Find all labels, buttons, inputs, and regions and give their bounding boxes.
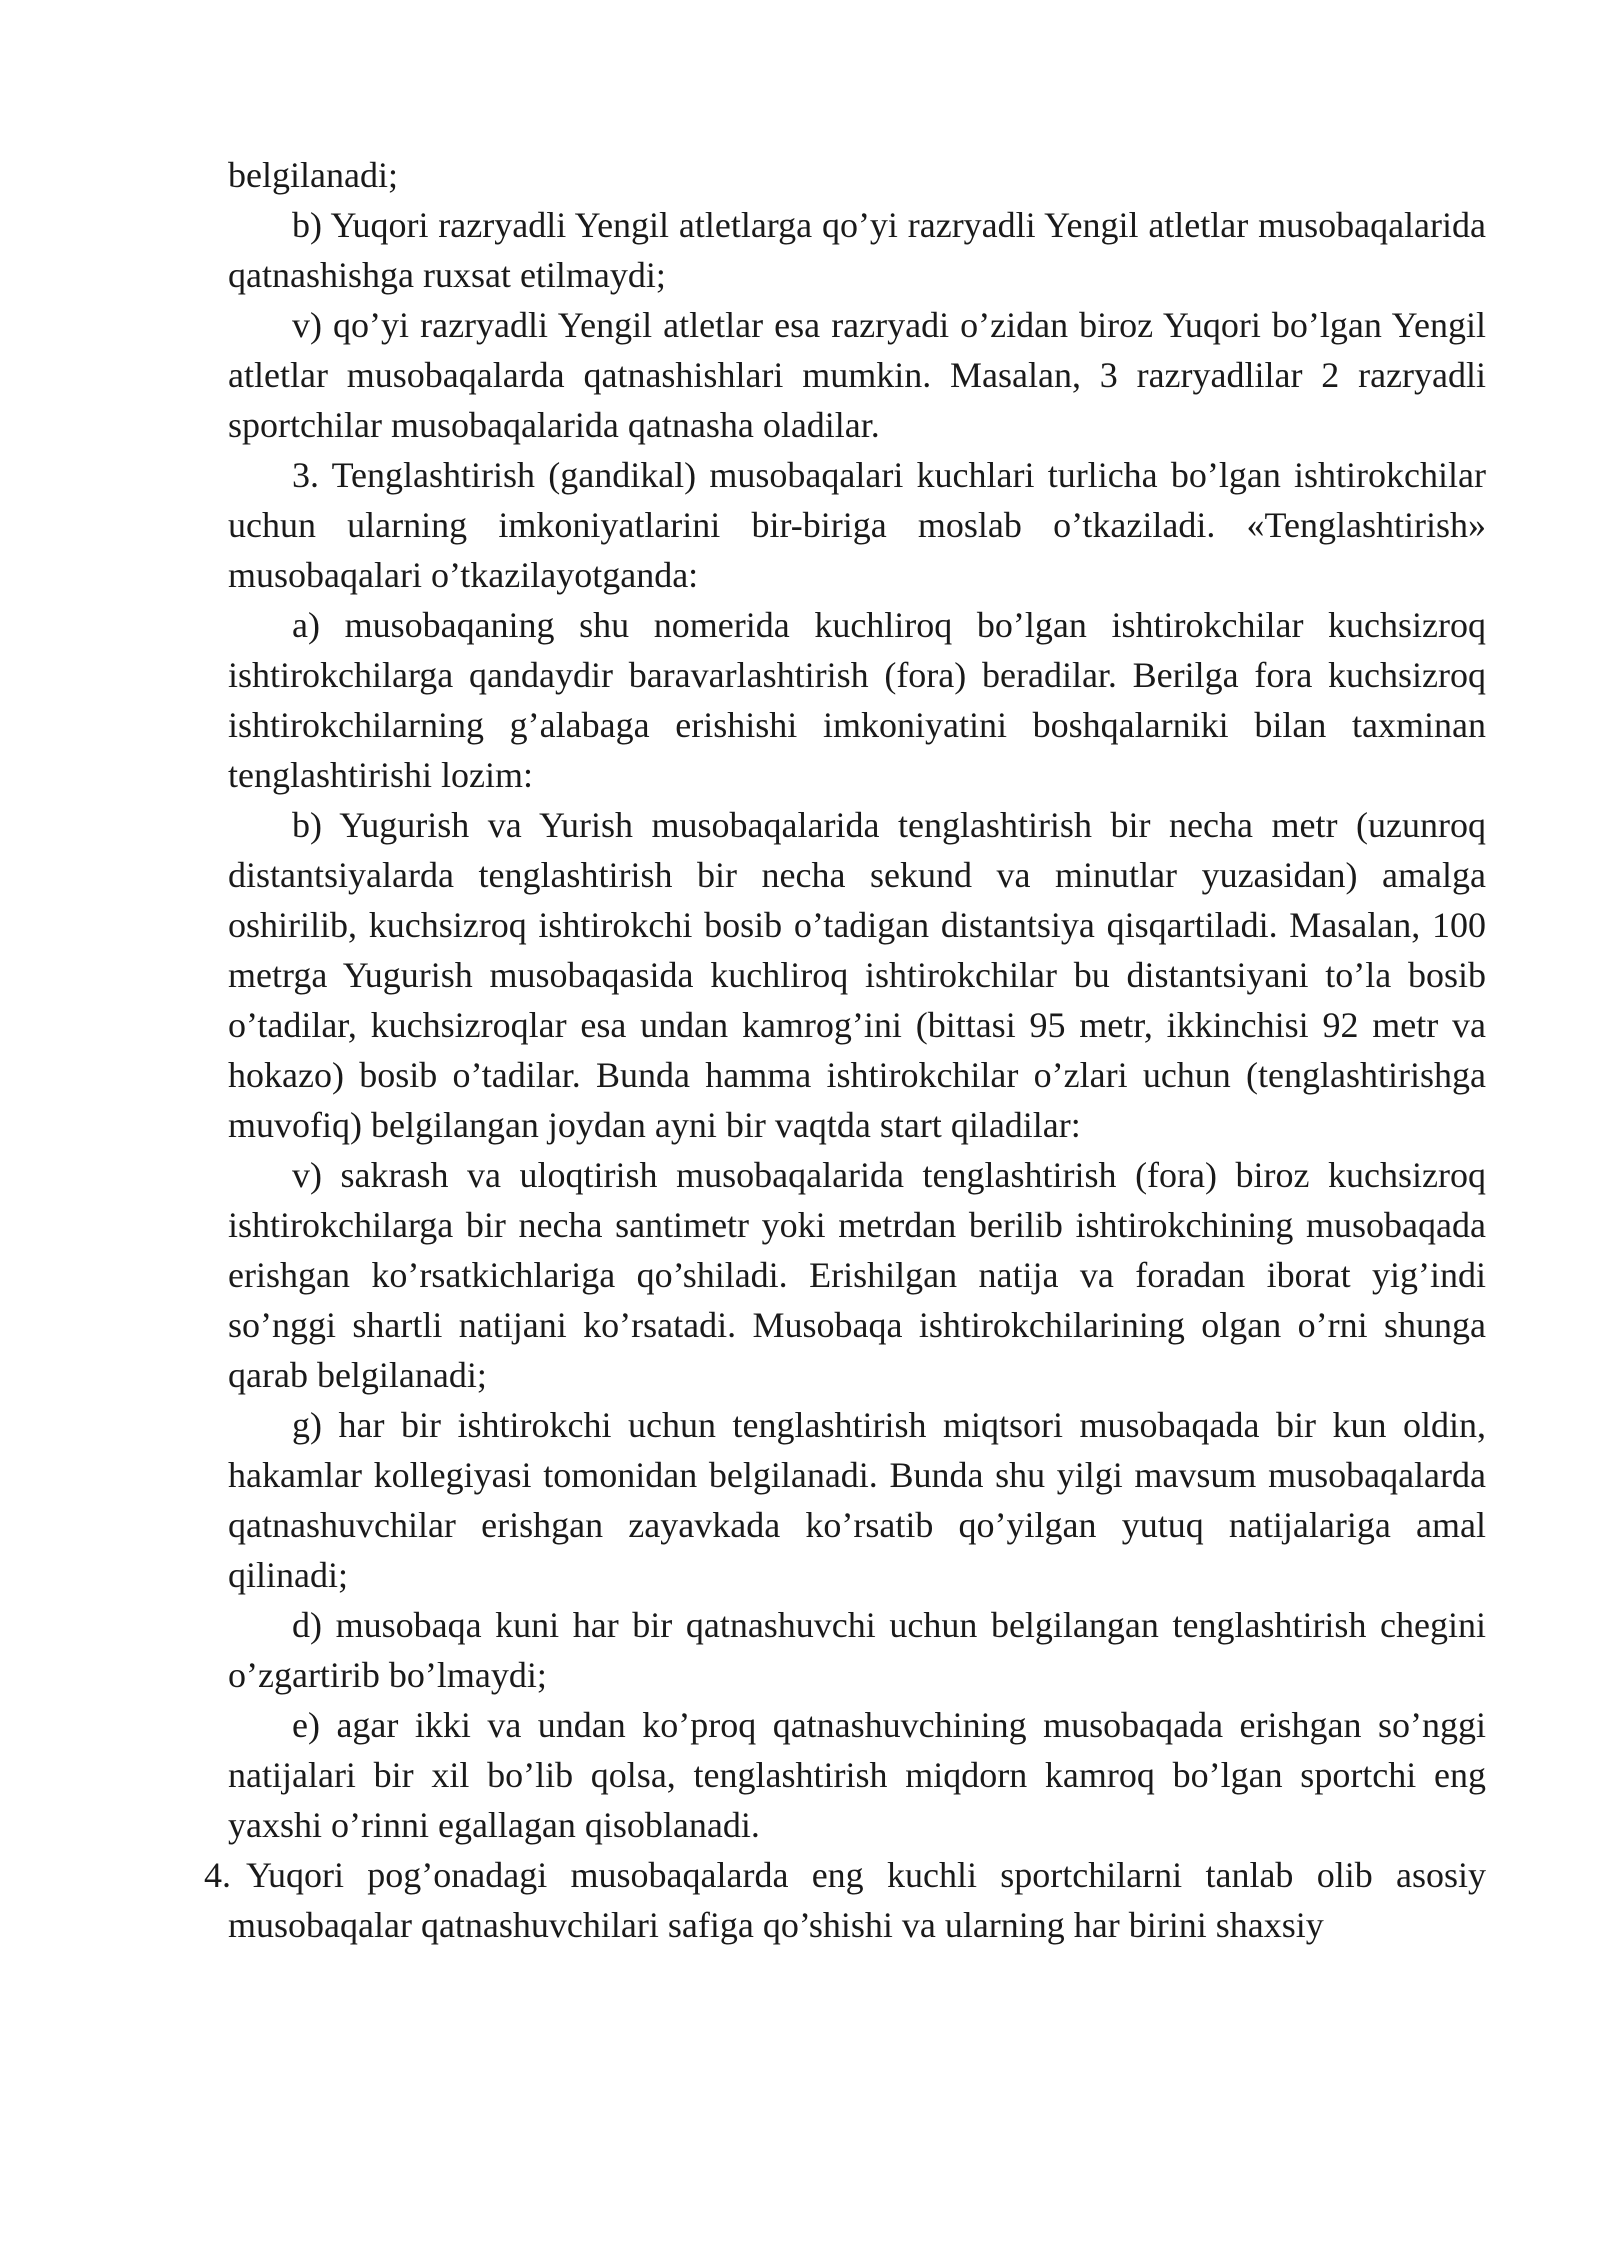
paragraph-item-b-razryad: b) Yuqori razryadli Yengil atletlarga qo’yi razryadli Yengil atletlar musobaqalarida qatnashishga ruxsat etilmaydi; (228, 205, 1486, 295)
document-body (204, 150, 1486, 1950)
paragraph-item-d-musobaqa-kuni: d) musobaqa kuni har bir qatnashuvchi uchun belgilangan tenglashtirish chegini o’zgartirib bo’lmaydi; (228, 1605, 1486, 1695)
paragraph-item-3-tenglashtirish: 3. Tenglashtirish (gandikal) musobaqalari kuchlari turlicha bo’lgan ishtirokchilar uchun ularning imkoniyatlarini bir-biriga moslab o’tkaziladi. «Tenglashtirish» musobaqalari o’tkazilayotganda: (228, 455, 1486, 595)
paragraph-item-v-razryad: v) qo’yi razryadli Yengil atletlar esa razryadi o’zidan biroz Yuqori bo’lgan Yengil atletlar musobaqalarda qatnashishlari mumkin. Masalan, 3 razryadlilar 2 razryadli sportchilar musobaqalarida qatnasha oladilar. (228, 305, 1486, 445)
paragraph-item-a-fora: a) musobaqaning shu nomerida kuchliroq bo’lgan ishtirokchilar kuchsizroq ishtirokchilarga qandaydir baravarlashtirish (fora) beradilar. Berilga fora kuchsizroq ishtirokchilarning g’alabaga erishishi imkoniyatini boshqalarniki bilan taxminan tenglashtirishi lozim: (228, 605, 1486, 795)
numbered-item-text: Yuqori pog’onadagi musobaqalarda eng kuchli sportchilarni tanlab olib asosiy musobaqalar qatnashuvchilari safiga qo’shishi va ularning har birini shaxsiy (228, 1855, 1486, 1945)
paragraph-item-v-sakrash: v) sakrash va uloqtirish musobaqalarida tenglashtirish (fora) biroz kuchsizroq ishtirokchilarga bir necha santimetr yoki metrdan berilib ishtirokchining musobaqada erishgan ko’rsatkichlariga qo’shiladi. Erishilgan natija va foradan iborat yig’indi so’nggi shartli natijani ko’rsatadi. Musobaqa ishtirokchilarining olgan o’rni shunga qarab belgilanadi; (228, 1155, 1486, 1395)
paragraph-item-e-natijalar: e) agar ikki va undan ko’proq qatnashuvchining musobaqada erishgan so’nggi natijalari bir xil bo’lib qolsa, tenglashtirish miqdorn kamroq bo’lgan sportchi eng yaxshi o’rinni egallagan qisoblanadi. (228, 1705, 1486, 1845)
paragraph-item-b-yugurish: b) Yugurish va Yurish musobaqalarida tenglashtirish bir necha metr (uzunroq distantsiyalarda tenglashtirish bir necha sekund va minutlar yuzasidan) amalga oshirilib, kuchsizroq ishtirokchi bosib o’tadigan distantsiya qisqartiladi. Masalan, 100 metrga Yugurish musobaqasida kuchliroq ishtirokchilar bu distantsiyani to’la bosib o’tadilar, kuchsizroqlar esa undan kamrog’ini (bittasi 95 metr, ikkinchisi 92 metr va hokazo) bosib o’tadilar. Bunda hamma ishtirokchilar o’zlari uchun (tenglashtirishga muvofiq) belgilangan joydan ayni bir vaqtda start qiladilar: (228, 805, 1486, 1145)
paragraph-belgilanadi: belgilanadi; (228, 155, 398, 195)
list-number: 4. (204, 1855, 231, 1895)
numbered-item-4 (204, 1850, 1486, 1950)
paragraph-item-g-miqtsor: g) har bir ishtirokchi uchun tenglashtirish miqtsori musobaqada bir kun oldin, hakamlar kollegiyasi tomonidan belgilanadi. Bunda shu yilgi mavsum musobaqalarda qatnashuvchilar erishgan zayavkada ko’rsatib qo’yilgan yutuq natijalariga amal qilinadi; (228, 1405, 1486, 1595)
